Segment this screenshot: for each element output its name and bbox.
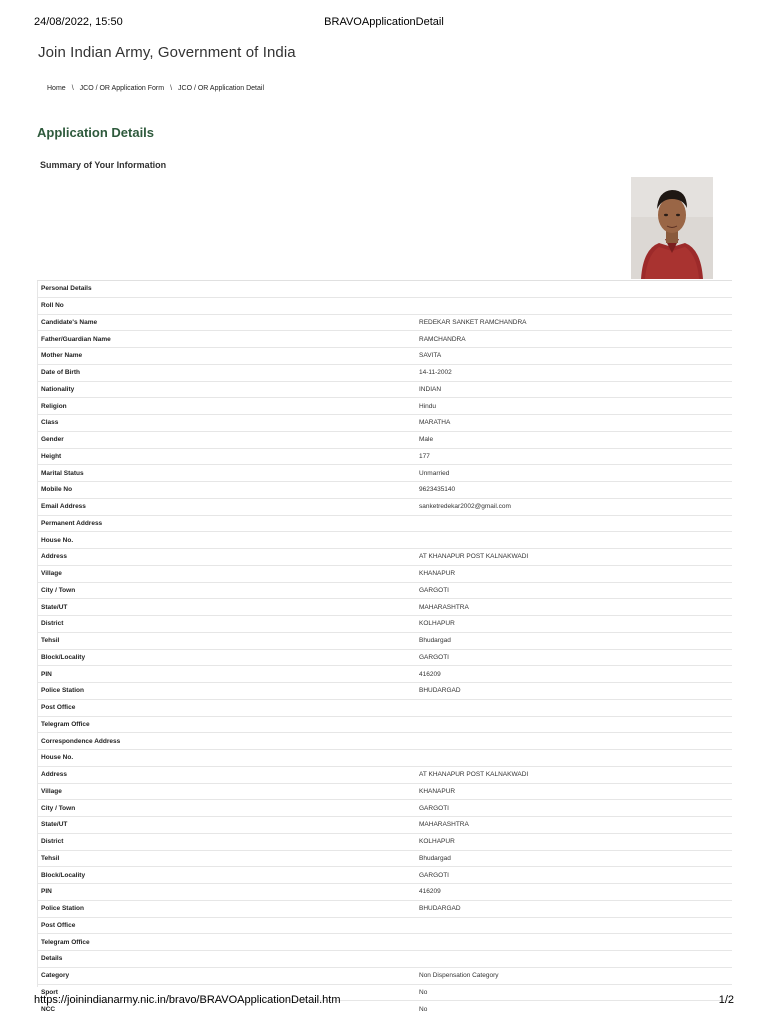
row-label: Roll No	[37, 297, 415, 314]
row-label: Tehsil	[37, 850, 415, 867]
row-label: Sport	[37, 984, 415, 1001]
page-heading: Application Details	[37, 125, 155, 140]
row-label: City / Town	[37, 582, 415, 599]
row-value: INDIAN	[415, 381, 732, 398]
table-row	[37, 482, 732, 499]
row-value: GARGOTI	[415, 649, 732, 666]
row-value: No	[415, 984, 732, 1001]
table-row	[37, 616, 732, 633]
table-row	[37, 666, 732, 683]
row-label: Village	[37, 565, 415, 582]
row-value	[415, 532, 732, 549]
row-value: Bhudargad	[415, 632, 732, 649]
breadcrumb-home[interactable]: Home	[47, 85, 66, 92]
row-value: GARGOTI	[415, 867, 732, 884]
row-value: 177	[415, 448, 732, 465]
row-value: KOLHAPUR	[415, 833, 732, 850]
row-value: MAHARASHTRA	[415, 817, 732, 834]
table-row	[37, 750, 732, 767]
site-title[interactable]: Join Indian Army, Government of India	[38, 44, 296, 61]
row-label: Correspondence Address	[37, 733, 415, 750]
table-row	[37, 448, 732, 465]
table-row	[37, 699, 732, 716]
table-row	[37, 900, 732, 917]
row-value	[415, 917, 732, 934]
row-label: Religion	[37, 398, 415, 415]
row-value	[415, 733, 732, 750]
row-value: KOLHAPUR	[415, 616, 732, 633]
row-value	[415, 750, 732, 767]
row-label: Marital Status	[37, 465, 415, 482]
row-value: 416209	[415, 666, 732, 683]
table-row	[37, 716, 732, 733]
row-label: Gender	[37, 431, 415, 448]
row-label: NCC	[37, 1001, 415, 1017]
row-value	[415, 281, 732, 298]
row-label: Details	[37, 951, 415, 968]
breadcrumb-separator: \	[71, 85, 74, 92]
table-row	[37, 415, 732, 432]
print-page-number: 1/2	[718, 994, 734, 1006]
row-label: Block/Locality	[37, 649, 415, 666]
table-row	[37, 632, 732, 649]
breadcrumb-separator: \	[170, 85, 173, 92]
row-label: Candidate's Name	[37, 314, 415, 331]
table-row	[37, 498, 732, 515]
table-row	[37, 515, 732, 532]
table-row	[37, 582, 732, 599]
row-value: Hindu	[415, 398, 732, 415]
print-datetime: 24/08/2022, 15:50	[34, 16, 123, 28]
row-value: Unmarried	[415, 465, 732, 482]
row-value: GARGOTI	[415, 582, 732, 599]
row-value	[415, 297, 732, 314]
breadcrumb-application-detail[interactable]: JCO / OR Application Detail	[178, 85, 264, 92]
row-label: Father/Guardian Name	[37, 331, 415, 348]
print-footer	[34, 994, 734, 1008]
table-row	[37, 364, 732, 381]
row-label: PIN	[37, 666, 415, 683]
row-label: Date of Birth	[37, 364, 415, 381]
row-value: sanketredekar2002@gmail.com	[415, 498, 732, 515]
row-label: PIN	[37, 884, 415, 901]
table-row	[37, 649, 732, 666]
print-header	[34, 16, 734, 30]
table-row	[37, 766, 732, 783]
row-label: Post Office	[37, 699, 415, 716]
row-label: Block/Locality	[37, 867, 415, 884]
table-row	[37, 549, 732, 566]
row-value	[415, 934, 732, 951]
row-value: Male	[415, 431, 732, 448]
row-label: Class	[37, 415, 415, 432]
row-value: Non Dispensation Category	[415, 967, 732, 984]
table-row	[37, 281, 732, 298]
table-row	[37, 297, 732, 314]
row-value	[415, 951, 732, 968]
row-value: GARGOTI	[415, 800, 732, 817]
row-value: 14-11-2002	[415, 364, 732, 381]
table-row	[37, 532, 732, 549]
table-row	[37, 800, 732, 817]
table-row	[37, 431, 732, 448]
row-label: District	[37, 833, 415, 850]
row-label: Address	[37, 549, 415, 566]
row-label: Telegram Office	[37, 716, 415, 733]
row-label: Mother Name	[37, 348, 415, 365]
table-row	[37, 381, 732, 398]
table-row	[37, 683, 732, 700]
table-row	[37, 817, 732, 834]
row-label: Permanent Address	[37, 515, 415, 532]
row-label: Personal Details	[37, 281, 415, 298]
row-value: SAVITA	[415, 348, 732, 365]
table-row	[37, 833, 732, 850]
table-row	[37, 917, 732, 934]
row-label: Tehsil	[37, 632, 415, 649]
table-row	[37, 934, 732, 951]
table-row	[37, 850, 732, 867]
row-value	[415, 716, 732, 733]
row-value	[415, 699, 732, 716]
table-row	[37, 884, 732, 901]
row-value: No	[415, 1001, 732, 1017]
row-label: Height	[37, 448, 415, 465]
row-label: Telegram Office	[37, 934, 415, 951]
row-label: Police Station	[37, 683, 415, 700]
table-row	[37, 867, 732, 884]
row-label: Police Station	[37, 900, 415, 917]
row-label: Nationality	[37, 381, 415, 398]
breadcrumb	[47, 85, 264, 92]
table-row	[37, 565, 732, 582]
row-value: 9623435140	[415, 482, 732, 499]
candidate-photo	[631, 177, 713, 279]
row-value: BHUDARGAD	[415, 900, 732, 917]
row-label: Category	[37, 967, 415, 984]
row-value: AT KHANAPUR POST KALNAKWADI	[415, 549, 732, 566]
row-value	[415, 515, 732, 532]
row-label: Village	[37, 783, 415, 800]
row-label: City / Town	[37, 800, 415, 817]
print-document-title: BRAVOApplicationDetail	[324, 16, 444, 28]
row-label: Email Address	[37, 498, 415, 515]
table-row	[37, 599, 732, 616]
row-value: BHUDARGAD	[415, 683, 732, 700]
application-details-table	[37, 280, 732, 1017]
row-value: KHANAPUR	[415, 565, 732, 582]
table-row	[37, 951, 732, 968]
row-value: AT KHANAPUR POST KALNAKWADI	[415, 766, 732, 783]
row-value: REDEKAR SANKET RAMCHANDRA	[415, 314, 732, 331]
row-value: Bhudargad	[415, 850, 732, 867]
row-label: Post Office	[37, 917, 415, 934]
table-row	[37, 733, 732, 750]
table-row	[37, 783, 732, 800]
table-row	[37, 331, 732, 348]
breadcrumb-application-form[interactable]: JCO / OR Application Form	[79, 85, 165, 92]
table-row	[37, 314, 732, 331]
summary-heading: Summary of Your Information	[40, 160, 167, 170]
row-label: District	[37, 616, 415, 633]
row-label: House No.	[37, 532, 415, 549]
table-row	[37, 348, 732, 365]
row-label: Mobile No	[37, 482, 415, 499]
row-value: MAHARASHTRA	[415, 599, 732, 616]
row-label: State/UT	[37, 599, 415, 616]
print-url: https://joinindianarmy.nic.in/bravo/BRAVOApplicationDetail.htm	[34, 994, 341, 1006]
table-row	[37, 465, 732, 482]
row-label: State/UT	[37, 817, 415, 834]
row-label: House No.	[37, 750, 415, 767]
row-value: 416209	[415, 884, 732, 901]
table-row	[37, 967, 732, 984]
row-value: RAMCHANDRA	[415, 331, 732, 348]
row-value: KHANAPUR	[415, 783, 732, 800]
row-value: MARATHA	[415, 415, 732, 432]
row-label: Address	[37, 766, 415, 783]
table-row	[37, 398, 732, 415]
